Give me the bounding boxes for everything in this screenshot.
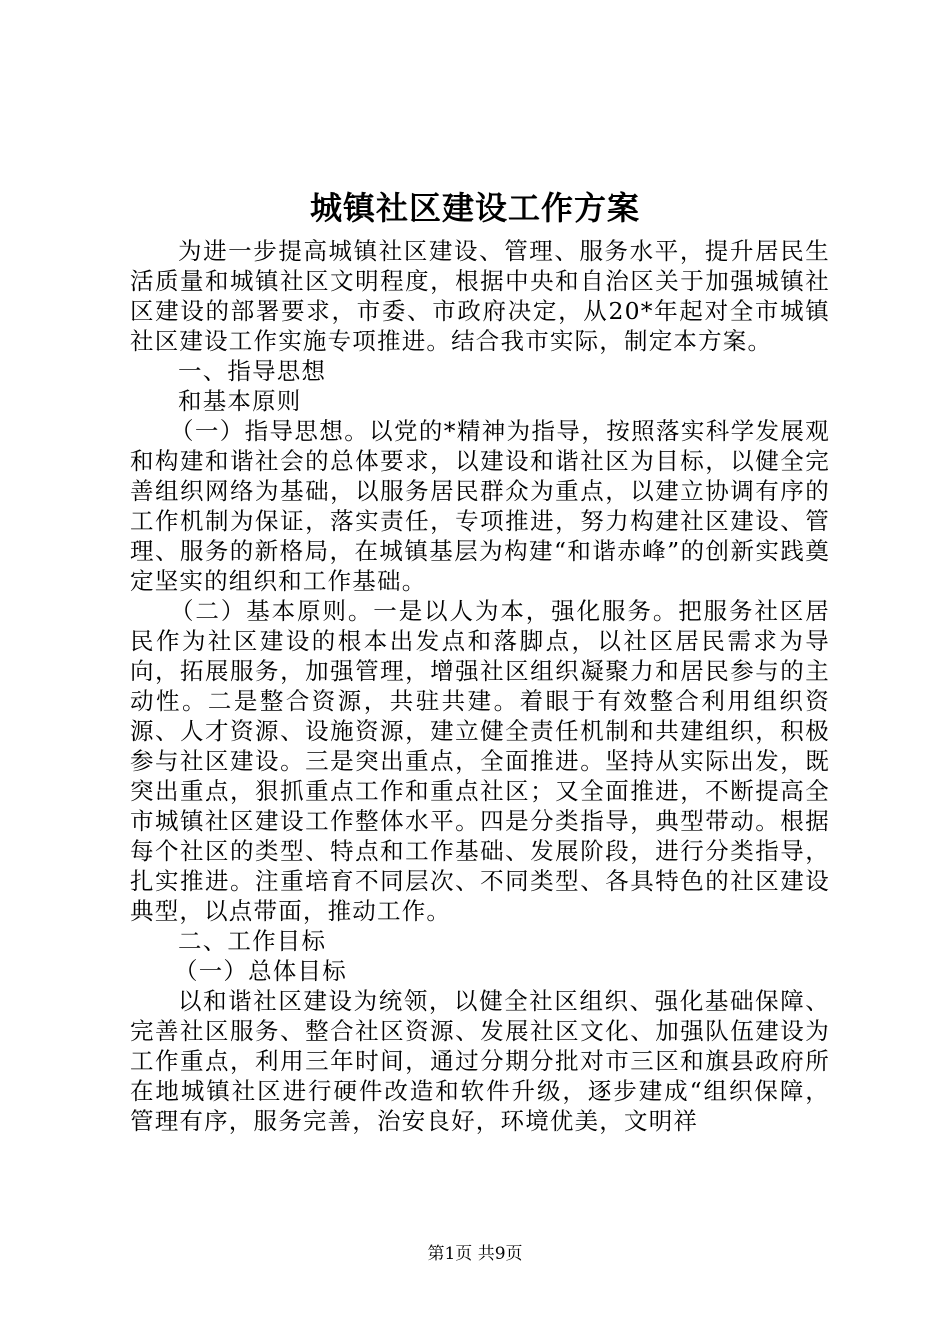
document-title: 城镇社区建设工作方案 <box>309 189 640 227</box>
section-heading-1: 一、指导思想 <box>178 357 327 385</box>
basic-principles-paragraph: （二）基本原则。一是以人为本，强化服务。把服务社区居民作为社区建设的根本出发点和落脚点，以社区居民需求为导向，拓展服务，加强管理，增强社区组织凝聚力和居民参与的主动性。二是整合资源，共驻共建。着眼于有效整合利用组织资源、人才资源、设施资源，建立健全责任机制和共建组织，积极参与社区建设。三是突出重点，全面推进。坚持从实际出发，既突出重点，狠抓重点工作和重点社区；又全面推进，不断提高全市城镇社区建设工作整体水平。四是分类指导，典型带动。根据每个社区的类型、特点和工作基础、发展阶段，进行分类指导，扎实推进。注重培育不同层次、不同类型、各具特色的社区建设典型，以点带面，推动工作。 <box>130 597 830 925</box>
section-heading-2: 二、工作目标 <box>178 927 327 955</box>
intro-paragraph: 为进一步提高城镇社区建设、管理、服务水平，提升居民生活质量和城镇社区文明程度，根据中央和自治区关于加强城镇社区建设的部署要求，市委、市政府决定，从20*年起对全市城镇社区建设工作实施专项推进。结合我市实际，制定本方案。 <box>130 237 830 355</box>
overall-goal-paragraph: 以和谐社区建设为统领，以健全社区组织、强化基础保障、完善社区服务、整合社区资源、发展社区文化、加强队伍建设为工作重点，利用三年时间，通过分期分批对市三区和旗县政府所在地城镇社区进行硬件改造和软件升级，逐步建成“组织保障，管理有序，服务完善，治安良好，环境优美，文明祥 <box>130 987 830 1135</box>
subsection-heading-overall-goal: （一）总体目标 <box>174 957 347 985</box>
guiding-thought-paragraph: （一）指导思想。以党的*精神为指导，按照落实科学发展观和构建和谐社会的总体要求，以建设和谐社区为目标，以健全完善组织网络为基础，以服务居民群众为重点，以建立协调有序的工作机制为保证，落实责任，专项推进，努力构建社区建设、管理、服务的新格局，在城镇基层为构建“和谐赤峰”的创新实践奠定坚实的组织和工作基础。 <box>130 417 830 595</box>
page-footer: 第1页 共9页 <box>427 1244 523 1264</box>
document-body <box>130 236 830 1136</box>
section-heading-1-continued: 和基本原则 <box>178 387 302 415</box>
